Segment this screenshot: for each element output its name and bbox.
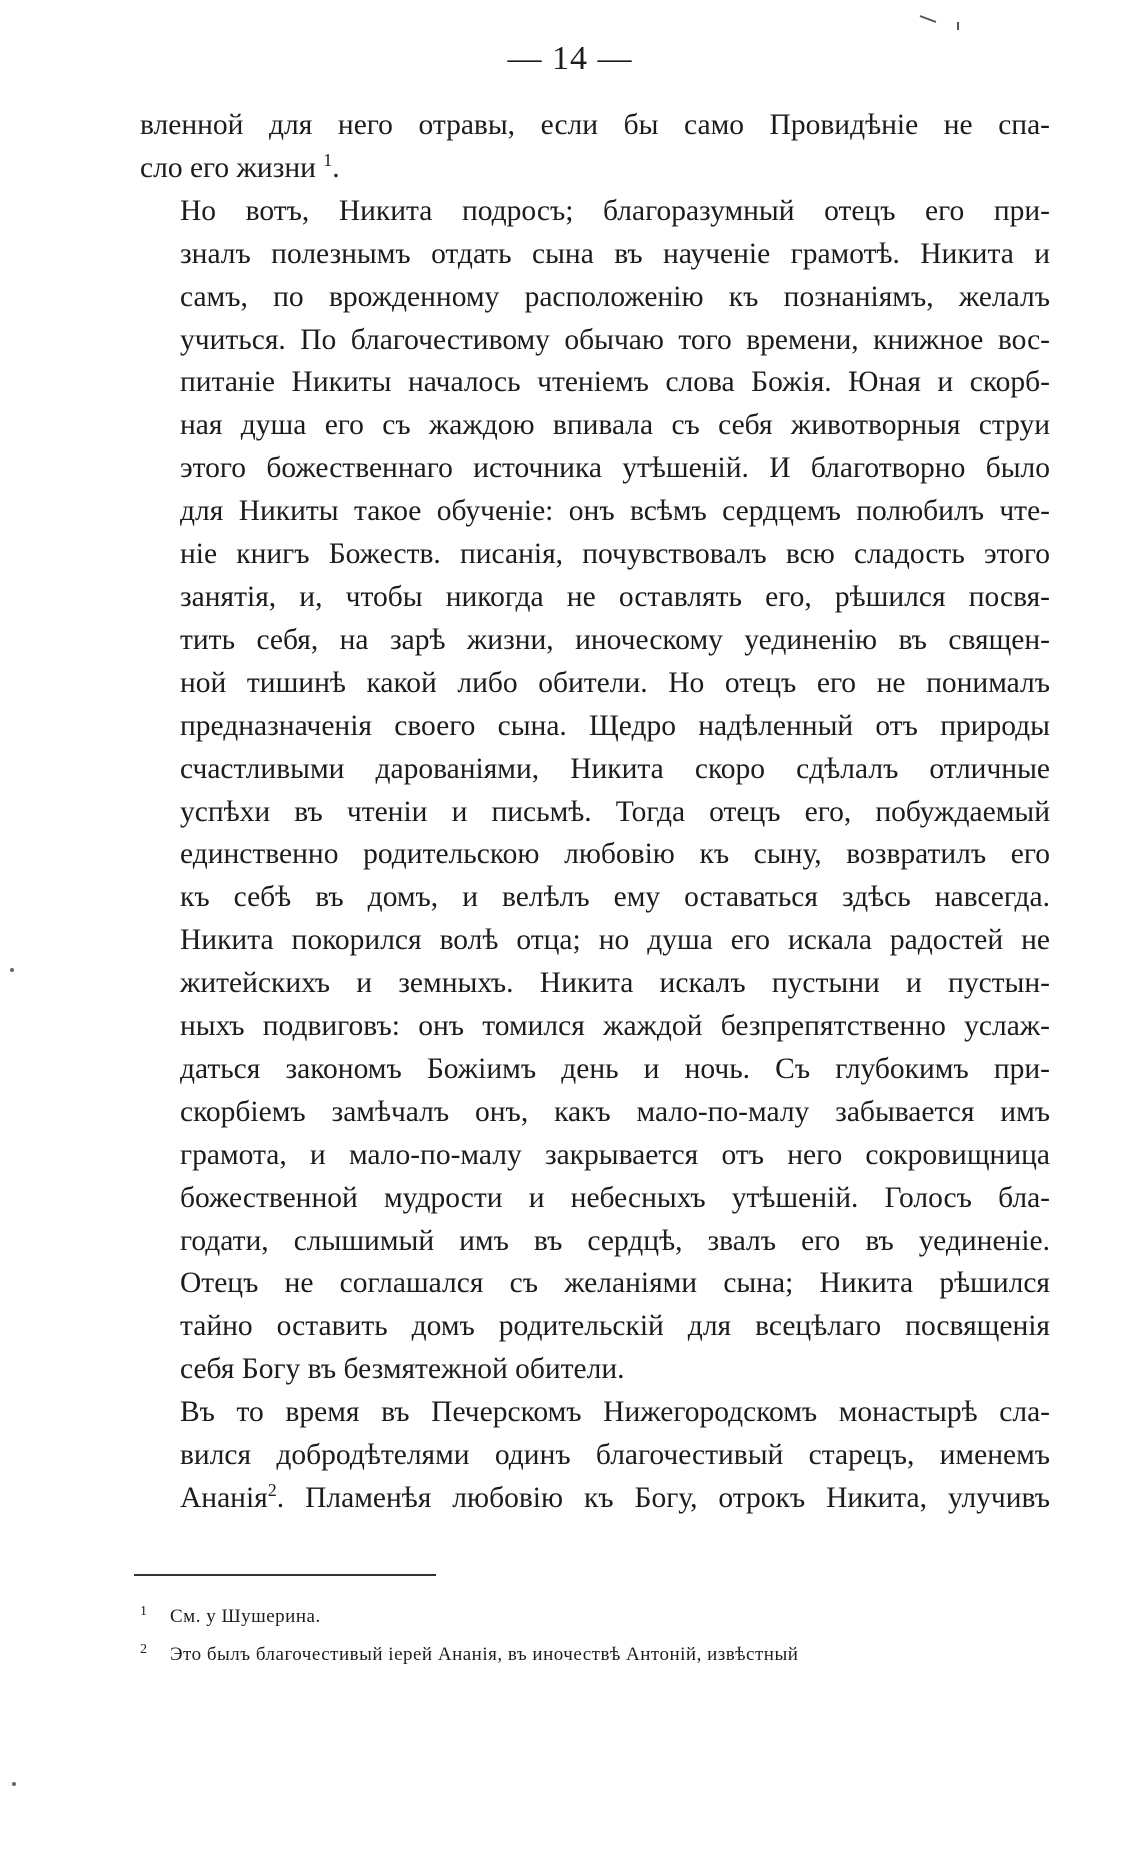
text-line: занятія, и, чтобы никогда не оставлять его, рѣшился посвя-	[180, 580, 1050, 613]
text-line: скорбіемъ замѣчалъ онъ, какъ мало-по-малу забывается имъ	[180, 1095, 1050, 1128]
text-line: Никита покорился волѣ отца; но душа его искала радостей не	[180, 924, 1050, 957]
text-line: учиться. По благочестивому обычаю того времени, книжное вос-	[180, 323, 1050, 356]
footnote-2: 2 Это былъ благочестивый іерей Ананія, въ иночествѣ Антоній, извѣстный	[140, 1641, 799, 1665]
text-line: Отецъ не соглашался съ желаніями сына; Никита рѣшился	[180, 1267, 1050, 1300]
footnote-ref-1[interactable]: 1	[323, 150, 333, 171]
text-line: себя Богу въ безмятежной обители.	[180, 1353, 625, 1386]
text-line: Въ то время въ Печерскомъ Нижегородскомъ монастырѣ сла-	[180, 1396, 1050, 1429]
text-line: этого божественнаго источника утѣшеній. И благотворно было	[180, 452, 1050, 485]
speck	[12, 1782, 16, 1786]
text-line: питаніе Никиты началось чтеніемъ слова Божія. Юная и скорб-	[180, 366, 1050, 399]
text-line: для Никиты такое обученіе: онъ всѣмъ сердцемъ полюбилъ чте-	[180, 495, 1050, 528]
text-line: ныхъ подвиговъ: онъ томился жаждой безпрепятственно услаж-	[180, 1010, 1050, 1043]
text-fragment: . Пламенѣя любовію къ Богу, отрокъ Никита, улучивъ	[276, 1482, 1050, 1514]
speck	[10, 968, 14, 972]
text-line: божественной мудрости и небесныхъ утѣшеній. Голосъ бла-	[180, 1181, 1050, 1214]
text-fragment: .	[332, 151, 340, 184]
text-line: даться закономъ Божіимъ день и ночь. Съ глубокимъ при-	[180, 1052, 1050, 1085]
text-line: тить себя, на зарѣ жизни, иноческому уединенію въ священ-	[180, 623, 1050, 656]
footnote-1: 1 См. у Шушерина.	[140, 1603, 321, 1627]
main-text	[140, 104, 1050, 1520]
text-line: вленной для него отравы, если бы само Провидѣніе не спа-	[140, 109, 1050, 141]
text-fragment: Ананія	[180, 1482, 268, 1514]
footnotes	[140, 1598, 1050, 1674]
text-line: житейскихъ и земныхъ. Никита искалъ пустыни и пустын-	[180, 967, 1050, 1000]
footnote-text: См. у Шушерина.	[170, 1606, 321, 1627]
footnote-text: Это былъ благочестивый іерей Ананія, въ иночествѣ Антоній, извѣстный	[170, 1644, 799, 1665]
text-line: грамота, и мало-по-малу закрывается отъ него сокровищница	[180, 1138, 1050, 1171]
text-line: годати, слышимый имъ въ сердцѣ, звалъ его въ уединеніе.	[180, 1224, 1050, 1257]
page-number: — 14 —	[507, 40, 633, 77]
text-line: предназначенія своего сына. Щедро надѣленный отъ природы	[180, 709, 1050, 742]
text-line: ная душа его съ жаждою впивала съ себя животворныя струи	[180, 409, 1050, 442]
text-line: вился добродѣтелями одинъ благочестивый старецъ, именемъ	[180, 1439, 1050, 1472]
paragraph-1	[140, 104, 1050, 190]
text-line: единственно родительскою любовію къ сыну, возвратилъ его	[180, 838, 1050, 871]
text-line: счастливыми дарованіями, Никита скоро сдѣлалъ отличные	[180, 752, 1050, 785]
text-line: самъ, по врожденному расположенію къ познаніямъ, желалъ	[180, 280, 1050, 313]
text-line: зналъ полезнымъ отдать сына въ наученіе грамотѣ. Никита и	[180, 237, 1050, 270]
footnote-separator	[134, 1574, 436, 1576]
text-line: успѣхи въ чтеніи и письмѣ. Тогда отецъ его, побуждаемый	[180, 795, 1050, 828]
speck	[920, 16, 936, 22]
text-line: къ себѣ въ домъ, и велѣлъ ему оставаться здѣсь навсегда.	[180, 881, 1050, 914]
text-line	[140, 147, 1050, 190]
text-line: тайно оставить домъ родительскій для всецѣлаго посвященія	[180, 1310, 1050, 1343]
text-line	[140, 1477, 1050, 1520]
text-line: ной тишинѣ какой либо обители. Но отецъ его не понималъ	[180, 666, 1050, 699]
paragraph-2	[140, 190, 1050, 1391]
paragraph-3	[140, 1391, 1050, 1520]
text-line: Но вотъ, Никита подросъ; благоразумный отецъ его при-	[180, 194, 1050, 227]
text-fragment: сло его жизни	[140, 151, 316, 184]
text-line: ніе книгъ Божеств. писанія, почувствовалъ всю сладость этого	[180, 538, 1050, 571]
footnote-ref-2[interactable]: 2	[267, 1480, 277, 1501]
